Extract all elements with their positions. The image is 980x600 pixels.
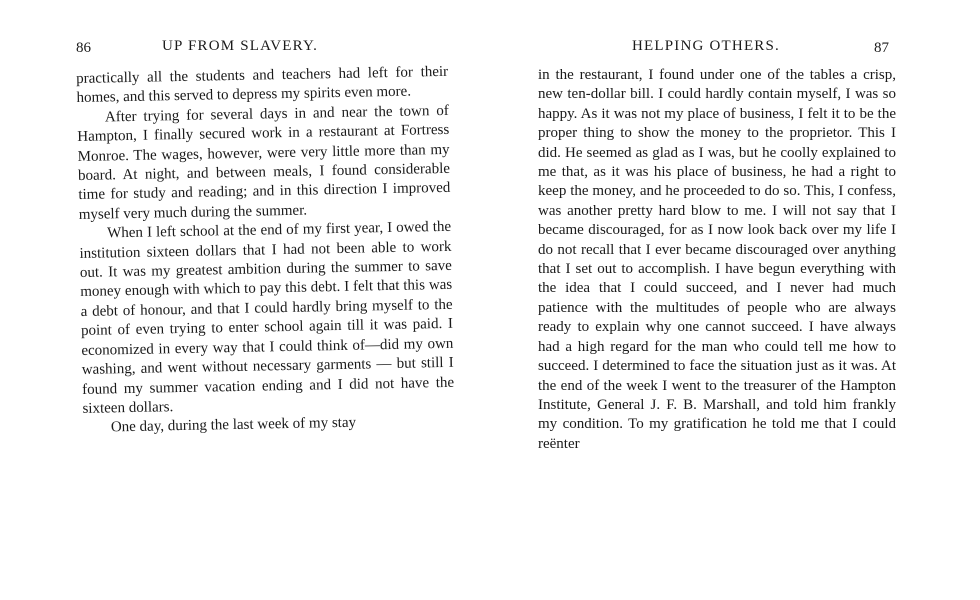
paragraph: in the restaurant, I found under one of the tables a crisp, new ten-dollar bill. I could hardly contain myself, I was so happy. As it was not my place of business, I felt it to be the proper thing to show the money to the proprietor. This I did. He seemed as glad as I was, but he coolly explained to me that, as it was his place of business, he had a right to keep the money, and he proceeded to do so. This, I confess, was another pretty hard blow to me. I will not say that I became discouraged, for as I now look back over my life I do not recall that I ever became discouraged over anything that I set out to accomplish. I have begun everything with the idea that I could succeed, and I never had much patience with the multitudes of people who are always ready to explain why one cannot succeed. I have always had a high regard for the man who could tell me how to succeed. I determined to face the situation just as it was. At the end of the week I went to the treasurer of the Hampton Institute, General J. F. B. Marshall, and told him frankly my condition. To my gratification he told me that I could reënter xyxy=(538,67,896,452)
paragraph: When I left school at the end of my first year, I owed the institution sixteen dollars that I had not been able to work out. It was my greatest ambition during the summer to save money enough with which to pay this debt. I felt that this was a debt of honour, and that I could hardly bring myself to the point of even trying to enter school again till it was paid. I economized in every way that I could think of—did my own washing, and went without necessary garments — but still I found my summer vacation ending and I did not have the sixteen dollars. xyxy=(79,219,455,417)
page-body xyxy=(538,66,896,454)
page-number: 87 xyxy=(874,40,889,56)
paragraph: After trying for several days in and near the town of Hampton, I finally secured work in a restaurant at Fortress Monroe. The wages, however, were very little more than my board. At night, and between meals, I found considerable time for study and reading; and in this direction I improved myself very much during the summer. xyxy=(77,102,451,223)
running-header: HELPING OTHERS. xyxy=(632,38,780,54)
page-number: 86 xyxy=(76,40,91,56)
right-page xyxy=(490,0,980,600)
paragraph: One day, during the last week of my stay xyxy=(110,415,357,436)
paragraph: practically all the students and teachers had left for their homes, and this served to depress my spirits even more. xyxy=(76,63,449,107)
running-header: UP FROM SLAVERY. xyxy=(162,38,319,54)
page-body xyxy=(76,63,455,439)
